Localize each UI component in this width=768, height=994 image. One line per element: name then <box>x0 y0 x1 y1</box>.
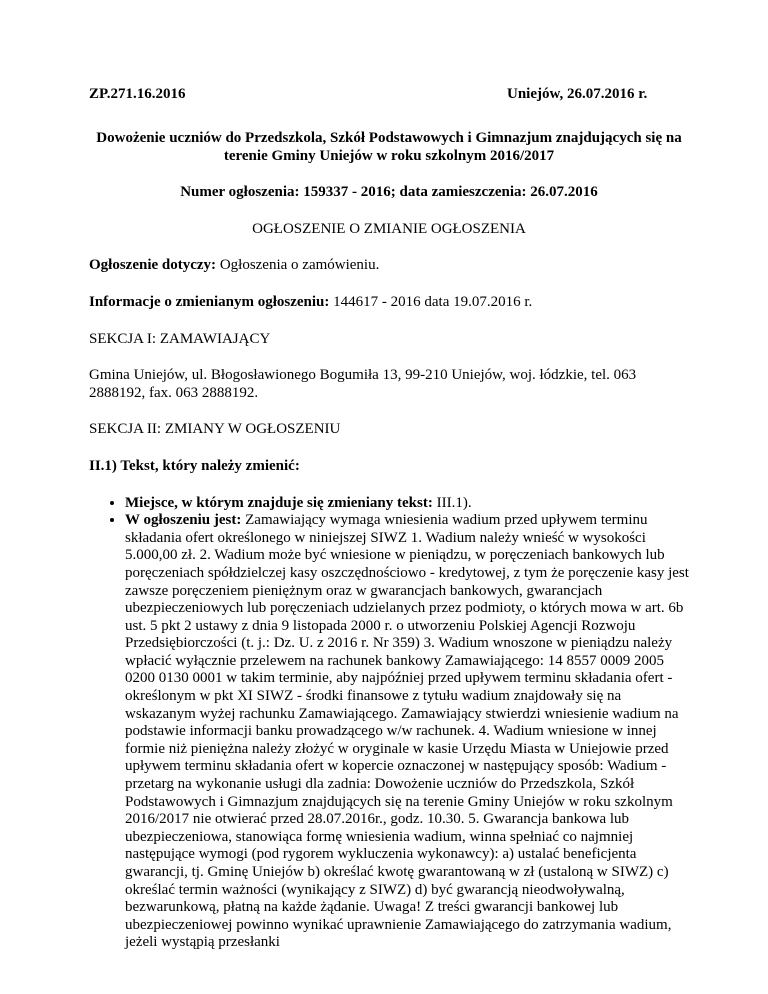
changed-info-label: Informacje o zmienianym ogłoszeniu: <box>89 293 330 310</box>
document-title: Dowożenie uczniów do Przedszkola, Szkół Podstawowych i Gimnazjum znajdujących się na terenie Gminy Uniejów w roku szkolnym 2016/2017 <box>96 130 682 164</box>
item-text: Zamawiający wymaga wniesienia wadium przed upływem terminu składania ofert określonego w niniejszej SIWZ 1. Wadium należy wnieść w wysokości 5.000,00 zł. 2. Wadium może być wniesione w pieniądzu, w poręczeniach bankowych lub poręczeniach spółdzielczej kasy oszczędnościowo - kredytowej, z tym że poręczenie kasy jest zawsze poręczeniem pieniężnym oraz w gwarancjach bankowych, gwarancjach ubezpieczeniowych lub poręczeniach udzielanych przez podmioty, o których mowa w art. 6b ust. 5 pkt 2 ustawy z dnia 9 listopada 2000 r. o utworzeniu Polskiej Agencji Rozwoju Przedsiębiorczości (t. j.: Dz. U. z 2016 r. Nr 359) 3. Wadium wnoszone w pieniądzu należy wpłacić wyłącznie przelewem na rachunek bankowy Zamawiającego: 14 8557 0009 2005 0200 0130 0001 w takim terminie, aby najpóźniej przed upływem terminu składania ofert - określonym w pkt XI SIWZ - środki finansowe z tytułu wadium znajdowały się na wskazanym wyżej rachunku Zamawiającego. Zamawiający stwierdzi wniesienie wadium na podstawie informacji banku prowadzącego w/w rachunek. 4. Wadium wniesione w innej formie niż pieniężna należy złożyć w oryginale w kasie Urzędu Miasta w Uniejowie przed upływem terminu składania ofert w kopercie oznaczonej w następujący sposób: Wadium - przetarg na wykonanie usługi dla zadnia: Dowożenie uczniów do Przedszkola, Szkół Podstawowych i Gimnazjum znajdujących się na terenie Gminy Uniejów w roku szkolnym 2016/2017 nie otwierać przed 28.07.2016r., godz. 10.30. 5. Gwarancja bankowa lub ubezpieczeniowa, stanowiąca formę wniesienia wadium, winna spełniać co najmniej następujące wymogi (pod rygorem wykluczenia wykonawcy): a) ustalać beneficjenta gwarancji, tj. Gminę Uniejów b) określać kwotę gwarantowaną w zł (ustaloną w SIWZ) c) określać termin ważności (wynikający z SIWZ) d) być gwarancją nieodwoływalną, bezwarunkową, płatną na każde żądanie. Uwaga! Z treści gwarancji bankowej lub ubezpieczeniowej powinno wynikać uprawnienie Zamawiającego do zatrzymania wadium, jeżeli wystąpią przesłanki <box>125 512 689 951</box>
section1-text: Gmina Uniejów, ul. Błogosławionego Bogumiła 13, 99-210 Uniejów, woj. łódzkie, tel. 063 2888192, fax. 063 2888192. <box>89 367 637 401</box>
concerns-label: Ogłoszenie dotyczy: <box>89 257 217 274</box>
section2-heading: SEKCJA II: ZMIANY W OGŁOSZENIU <box>89 421 341 438</box>
notice-heading: OGŁOSZENIE O ZMIANIE OGŁOSZENIA <box>252 220 526 237</box>
section1-heading: SEKCJA I: ZAMAWIAJĄCY <box>89 330 271 347</box>
announcement-number: Numer ogłoszenia: 159337 - 2016; data zamieszczenia: 26.07.2016 <box>180 184 598 201</box>
section2-subheading: II.1) Tekst, który należy zmienić: <box>89 457 300 474</box>
place-and-date: Uniejów, 26.07.2016 r. <box>507 86 648 102</box>
item-label: W ogłoszeniu jest: <box>125 512 242 529</box>
item-label: Miejsce, w którym znajduje się zmieniany tekst: <box>125 494 433 511</box>
document-body <box>89 130 689 952</box>
list-item <box>125 495 689 513</box>
changed-info-value: 144617 - 2016 data 19.07.2016 r. <box>329 293 533 310</box>
changed-info-line <box>89 294 689 312</box>
concerns-line <box>89 257 689 275</box>
reference-number: ZP.271.16.2016 <box>89 86 186 102</box>
changes-list <box>89 495 689 952</box>
list-item <box>125 512 689 952</box>
concerns-value: Ogłoszenia o zamówieniu. <box>216 257 380 274</box>
item-text: III.1). <box>432 494 472 511</box>
